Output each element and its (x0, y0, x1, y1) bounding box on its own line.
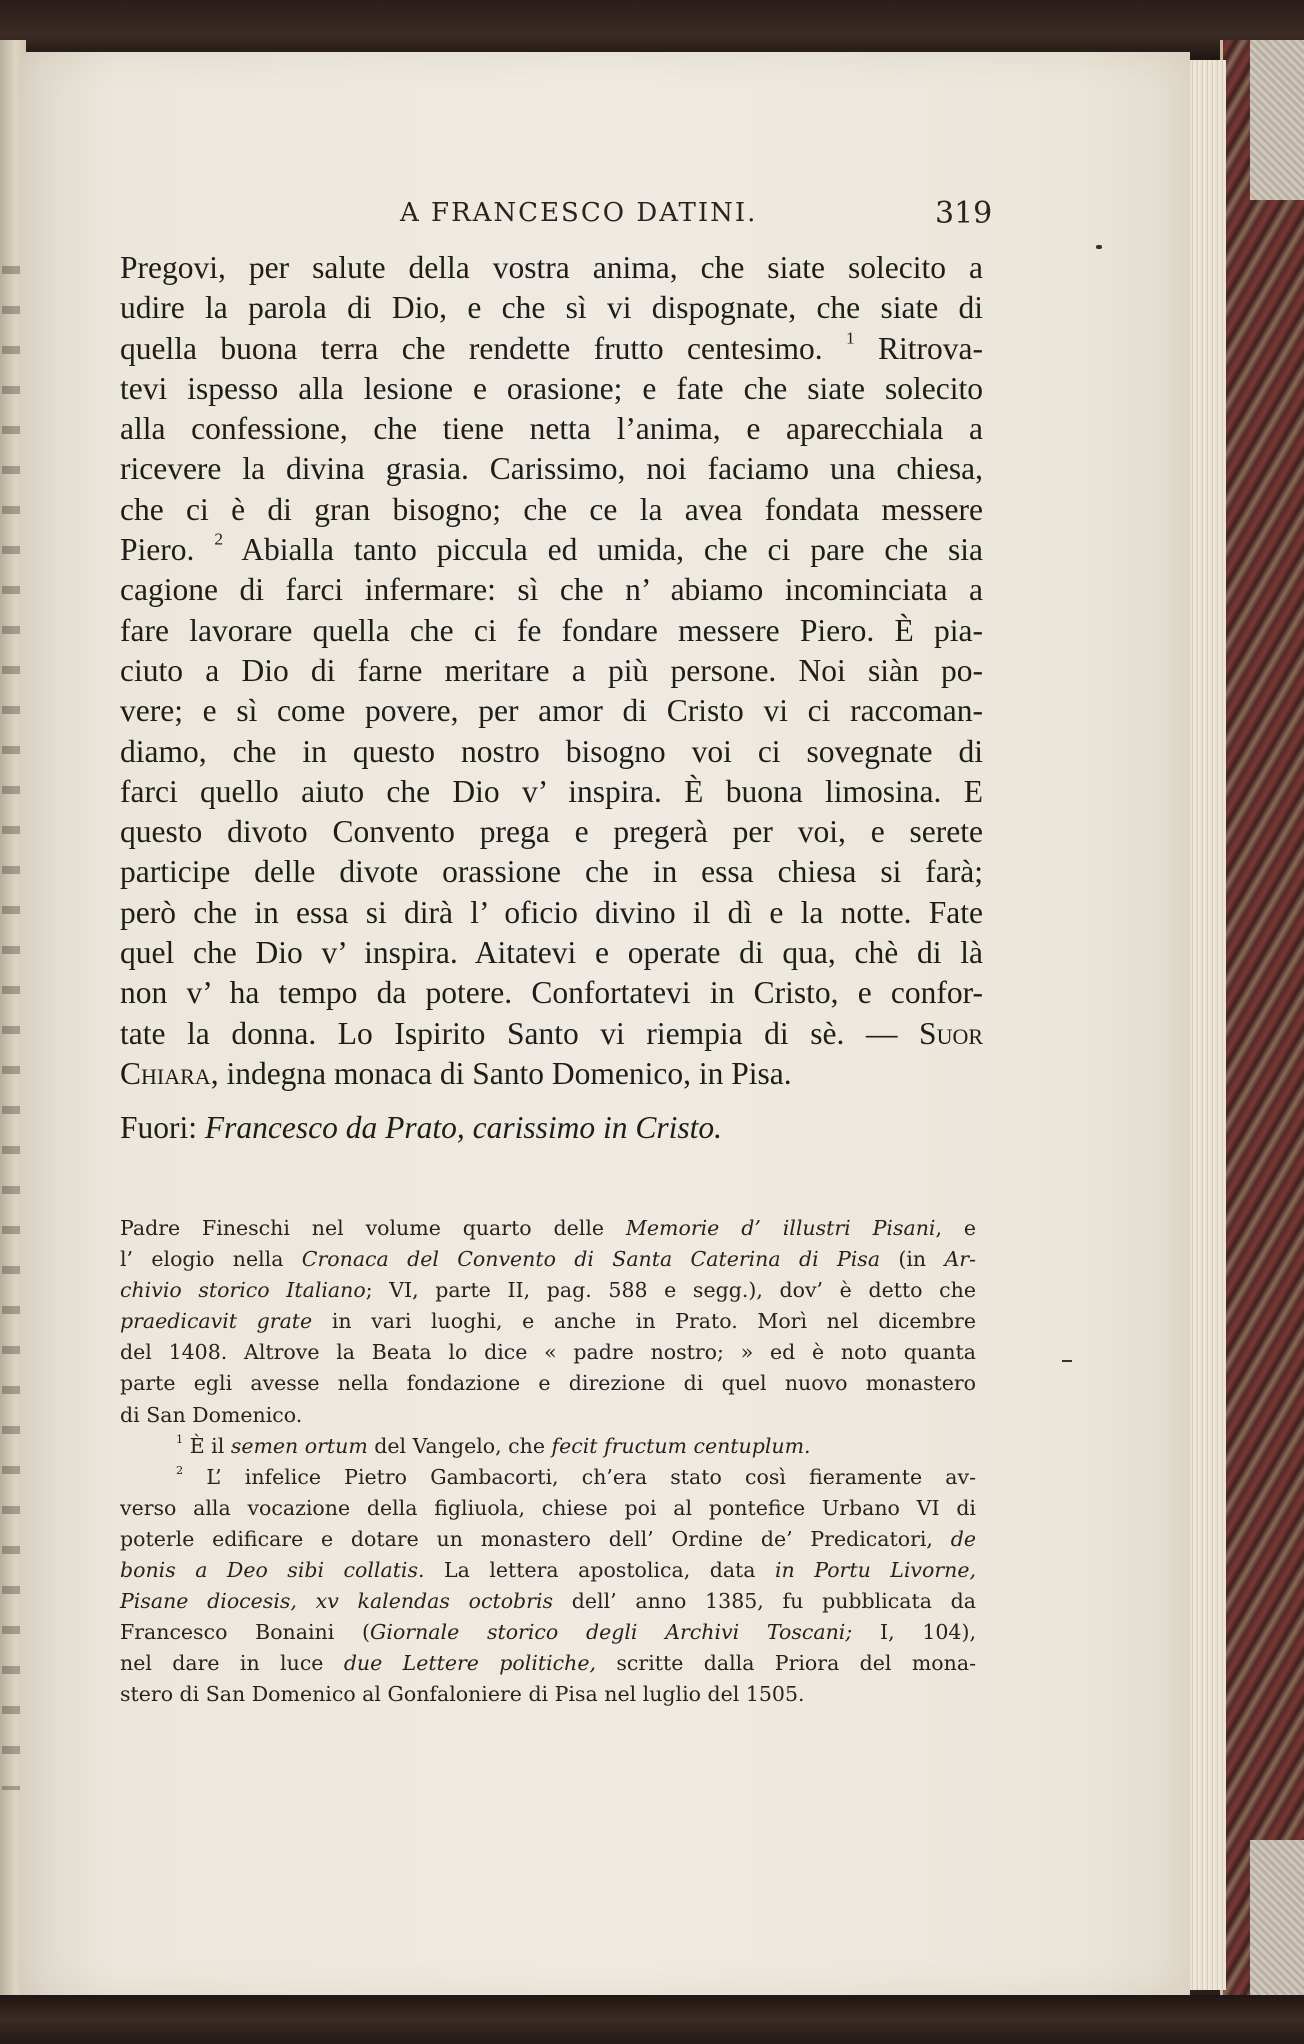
body-line: participe delle divote orassione che in essa chiesa si farà; (120, 854, 983, 890)
note-line: verso alla vocazione della figliuola, chiese poi al pontefice Urbano VI di (120, 1495, 976, 1520)
body-line: alla confessione, che tiene netta l’anima, e aparecchiala a (120, 411, 983, 447)
footnote-2: $^2$ L’ infelice Pietro Gambacorti, ch’era stato così fieramente av- (176, 1463, 976, 1489)
book-cover-top-edge (0, 0, 1304, 60)
footnote-ref-2: 2 (214, 529, 223, 549)
body-line: quella buona terra che rendette frutto centesimo. $^1$ Ritrova- (120, 328, 983, 366)
body-line: tate la donna. Lo Ispirito Santo vi riempia di sè. — Suor (120, 1015, 984, 1051)
note-line: parte egli avesse nella fondazione e direzione di quel nuovo monastero (120, 1371, 976, 1396)
body-line: quel che Dio v’ inspira. Aitatevi e operate di qua, chè di là (120, 935, 983, 971)
body-line: vere; e sì come povere, per amor di Cristo vi ci raccoman- (120, 693, 983, 729)
body-line: farci quello aiuto che Dio v’ inspira. È buona limosina. E (120, 773, 983, 809)
note-line: Padre Fineschi nel volume quarto delle Memorie d’ illustri Pisani, e (120, 1216, 976, 1240)
body-line: però che in essa si dirà l’ oficio divino il dì e la notte. Fate (120, 894, 983, 930)
note-line: l’ elogio nella Cronaca del Convento di Santa Caterina di Pisa (in Ar- (120, 1247, 976, 1272)
note-line: del 1408. Altrove la Beata lo dice « padre nostro; » ed è noto quanta (120, 1340, 976, 1365)
note-line: bonis a Deo sibi collatis. La lettera apostolica, data in Portu Livorne, (120, 1558, 976, 1583)
letter-body (120, 248, 983, 1094)
body-line: cagione di farci infermare: sì che n’ abiamo incominciata a (120, 572, 983, 608)
binding-corner-cloth-bottom (1250, 1840, 1304, 2000)
body-line: ricevere la divina grasia. Carissimo, noi faciamo una chiesa, (120, 451, 983, 487)
footnotes (120, 1213, 976, 1711)
page-number: 319 (935, 196, 993, 231)
body-line: Piero. $^2$ Abialla tanto piccula ed umida, che ci pare che sia (120, 529, 984, 568)
note-line: Francesco Bonaini (Giornale storico degli Archivi Toscani; I, 104), (120, 1620, 976, 1645)
note-line: chivio storico Italiano; VI, parte II, pag. 588 e segg.), dov’ è detto che (120, 1278, 976, 1303)
note-line: Pisane diocesis, xv kalendas octobris dell’ anno 1385, fu pubblicata da (120, 1589, 976, 1614)
note-line: praedicavit grate in vari luoghi, e anche in Prato. Morì nel dicembre (120, 1309, 976, 1334)
note-line: nel dare in luce due Lettere politiche, scritte dalla Priora del mona- (120, 1651, 976, 1676)
body-line: diamo, che in questo nostro bisogno voi ci sovegnate di (120, 733, 983, 769)
book-cover-bottom-edge (0, 1995, 1304, 2044)
note-line: stero di San Domenico al Gonfaloniere di Pisa nel luglio del 1505. (120, 1682, 805, 1707)
note-line: di San Domenico. (120, 1402, 303, 1427)
ink-speck (1096, 245, 1102, 249)
body-line: tevi ispesso alla lesione e orasione; e fate che siate solecito (120, 370, 983, 406)
body-line: ciuto a Dio di farne meritare a più persone. Noi siàn po- (120, 652, 983, 688)
note-line: poterle edificare e dotare un monastero dell’ Ordine de’ Predicatori, de (120, 1526, 976, 1551)
body-line: questo divoto Convento prega e pregerà per voi, e serete (120, 814, 983, 850)
body-line: udire la parola di Dio, e che sì vi dispognate, che siate di (120, 290, 983, 326)
ink-dash (1062, 1360, 1072, 1362)
signature-chiara: Chiara (120, 1055, 211, 1091)
body-line: fare lavorare quella che ci fe fondare messere Piero. È pia- (120, 612, 983, 648)
outside-address (120, 1110, 722, 1146)
body-line: non v’ ha tempo da potere. Confortatevi in Cristo, e confor- (120, 975, 983, 1011)
outside-label: Fuori: (120, 1110, 198, 1145)
body-line: Chiara, indegna monaca di Santo Domenico, in Pisa. (120, 1055, 792, 1091)
body-line: Pregovi, per salute della vostra anima, che siate solecito a (120, 250, 983, 285)
footnote-ref-1: 1 (845, 328, 855, 348)
marbled-binding (1220, 40, 1304, 2000)
outside-address-text: Francesco da Prato, carissimo in Cristo. (204, 1110, 723, 1145)
signature-suor: Suor (919, 1015, 984, 1051)
footnote-1: $^1$ È il semen ortum del Vangelo, che fecit fructum centuplum. (176, 1432, 811, 1458)
binding-corner-cloth (1250, 40, 1304, 200)
running-head: A FRANCESCO DATINI. (400, 198, 758, 228)
body-line: che ci è di gran bisogno; che ce la avea fondata messere (120, 491, 983, 527)
